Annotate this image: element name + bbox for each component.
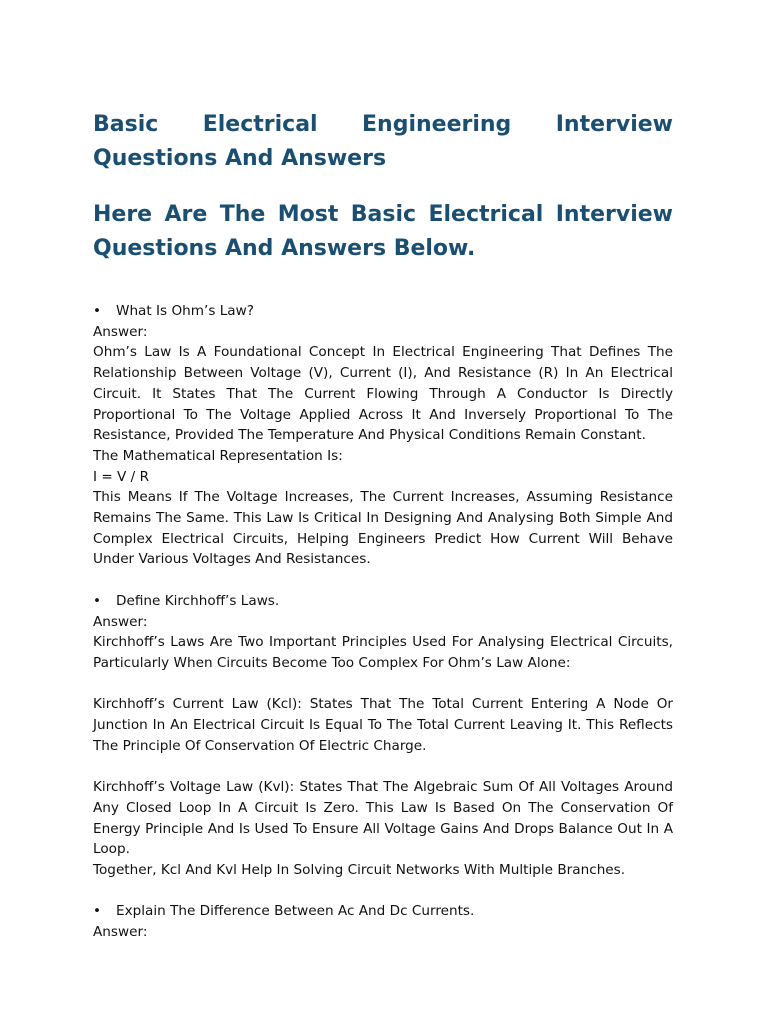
q1-formula: I = V / R — [93, 468, 150, 485]
page-title: Basic Electrical Engineering Interview Questions And Answers — [93, 112, 673, 171]
q1-paragraph-3: This Means If The Voltage Increases, The Current Increases, Assuming Resistance Remains The Same. This Law Is Critical In Designing And Analysing Both Simple And Complex Electrical Circuits, Helping Engineers Predict How Current Will Behave Under Various Voltages And Resistances. — [93, 489, 673, 568]
bullet-icon: • — [93, 903, 102, 920]
answer-label-3: Answer: — [93, 924, 148, 941]
q2-together-paragraph: Together, Kcl And Kvl Help In Solving Circuit Networks With Multiple Branches. — [93, 861, 626, 878]
question-2-text: Define Kirchhoff’s Laws. — [116, 592, 280, 609]
question-3-text: Explain The Difference Between Ac And Dc Currents. — [116, 903, 475, 920]
spacer — [93, 881, 673, 902]
answer-label-2: Answer: — [93, 613, 148, 630]
spacer — [93, 674, 673, 695]
question-3 — [93, 901, 673, 922]
q1-paragraph-2: The Mathematical Representation Is: — [93, 447, 343, 464]
q2-kvl-paragraph: Kirchhoff’s Voltage Law (Kvl): States That The Algebraic Sum Of All Voltages Around Any Closed Loop In A Circuit Is Zero. This Law Is Based On The Conservation Of Energy Principle And Is Used To Ensure All Voltage Gains And Drops Balance Out In A Loop. — [93, 779, 673, 858]
bullet-icon: • — [93, 303, 102, 319]
bullet-icon: • — [93, 592, 102, 609]
question-1 — [93, 301, 673, 322]
q1-paragraph-1: Ohm’s Law Is A Foundational Concept In Electrical Engineering That Defines The Relationship Between Voltage (V), Current (I), And Resistance (R) In An Electrical Circuit. It States That The Current Flowing Through A Conductor Is Directly Proportional To The Voltage Applied Across It And Inversely Proportional To The Resistance, Provided The Temperature And Physical Conditions Remain Constant. — [93, 344, 673, 444]
answer-label-1: Answer: — [93, 323, 148, 340]
page-subtitle: Here Are The Most Basic Electrical Interview Questions And Answers Below. — [93, 202, 673, 261]
q2-paragraph-1: Kirchhoff’s Laws Are Two Important Principles Used For Analysing Electrical Circuits, Particularly When Circuits Become Too Complex For Ohm’s Law Alone: — [93, 634, 673, 671]
question-2 — [93, 591, 673, 612]
q2-kcl-paragraph: Kirchhoff’s Current Law (Kcl): States That The Total Current Entering A Node Or Junction In An Electrical Circuit Is Equal To The Total Current Leaving It. This Reflects The Principle Of Conservation Of Electric Charge. — [93, 696, 673, 754]
document-page — [93, 108, 673, 943]
spacer — [93, 570, 673, 591]
question-1-text: What Is Ohm’s Law? — [116, 303, 254, 319]
spacer — [93, 756, 673, 777]
